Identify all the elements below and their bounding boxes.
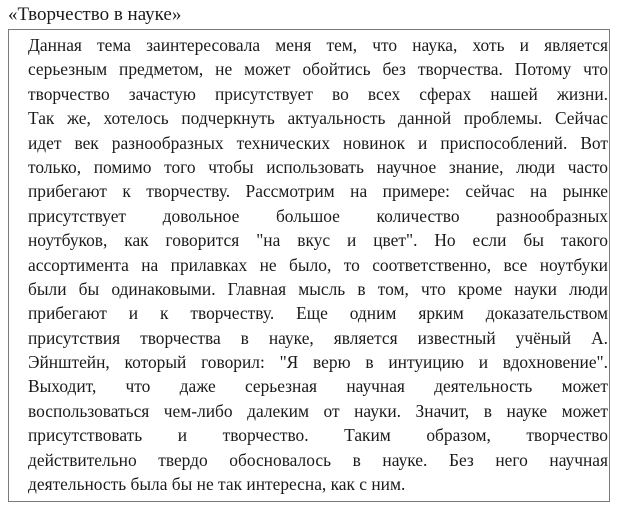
essay-line: присутствует довольное большое количество разнообразных — [28, 205, 608, 226]
essay-line: прибегают к творчеству. Рассмотрим на примере: сейчас на рынке — [28, 181, 608, 202]
essay-line: были бы одинаковыми. Главная мысль в том, что кроме науки люди — [28, 278, 608, 299]
essay-line: только, помимо того чтобы использовать научное знание, люди часто — [28, 156, 608, 177]
essay-line-last: деятельность была бы не так интересна, как с ним. — [28, 474, 406, 495]
text-frame — [8, 29, 610, 502]
essay-line: идет век разнообразных технических новинок и приспособлений. Вот — [28, 132, 608, 153]
essay-body — [28, 33, 608, 496]
essay-line: ассортимента на прилавках не было, то соответственно, все ноутбуки — [28, 254, 608, 275]
essay-line: Так же, хотелось подчеркнуть актуальность данной проблемы. Сейчас — [28, 108, 608, 129]
essay-line: присутствовать и творчество. Таким образом, творчество — [28, 425, 608, 446]
essay-line: действительно твердо обосновалось в науке. Без него научная — [28, 449, 608, 470]
essay-line: присутствия творчества в науке, является известный учёный А. — [28, 327, 608, 348]
essay-line: воспользоваться чем-либо далеким от науки. Значит, в науке может — [28, 400, 608, 421]
essay-line: Выходит, что даже серьезная научная деятельность может — [28, 376, 608, 397]
essay-line: прибегают и к творчеству. Еще одним ярким доказательством — [28, 303, 608, 324]
essay-line: Данная тема заинтересовала меня тем, что наука, хоть и является — [28, 35, 608, 55]
essay-line: творчество зачастую присутствует во всех сферах нашей жизни. — [28, 83, 608, 104]
essay-line: ноутбуков, как говорится "на вкус и цвет". Но если бы такого — [28, 230, 608, 251]
document-title: «Творчество в науке» — [8, 4, 182, 25]
essay-line: Эйнштейн, который говорил: "Я верю в интуицию и вдохновение". — [28, 352, 608, 373]
essay-line: серьезным предметом, не может обойтись без творчества. Потому что — [28, 59, 608, 80]
